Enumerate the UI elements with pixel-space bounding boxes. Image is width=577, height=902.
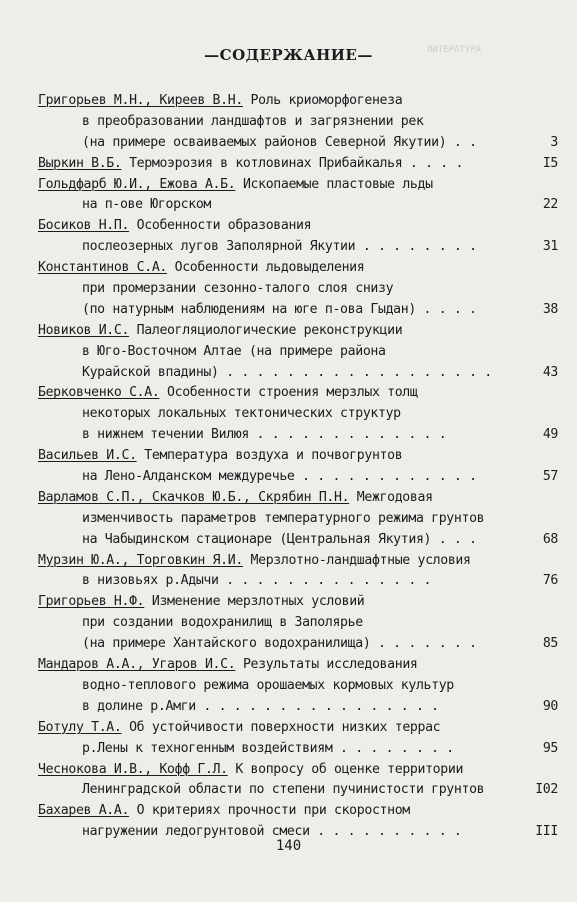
toc-entry bbox=[38, 446, 558, 488]
entry-authors: Чеснокова И.В., Кофф Г.Л. bbox=[38, 761, 228, 777]
entry-page-number: 85 bbox=[542, 636, 558, 652]
toc-line bbox=[38, 676, 558, 697]
entry-page-number: I5 bbox=[542, 155, 558, 171]
entry-page-number: 57 bbox=[542, 469, 558, 485]
toc-entry bbox=[38, 383, 558, 446]
bleed-through-text: ЛИТЕРАТУРА bbox=[427, 45, 482, 55]
toc-line bbox=[38, 739, 558, 760]
entry-title-line: Роль криоморфогенеза bbox=[250, 93, 403, 108]
entry-title-line: К вопросу об оценке территории bbox=[235, 761, 464, 777]
entry-page-number: 68 bbox=[542, 531, 558, 547]
entry-title-line: Изменение мерзлотных условий bbox=[151, 594, 365, 610]
toc-line bbox=[38, 112, 558, 133]
entry-title-line: на Чабыдинском стационаре (Центральная Якутия) . . . bbox=[82, 531, 477, 547]
toc-line bbox=[38, 279, 558, 300]
toc-line bbox=[38, 342, 558, 363]
toc-line bbox=[38, 91, 558, 112]
entry-authors: Ботулу Т.А. bbox=[38, 719, 122, 735]
entry-authors: Бахарев А.А. bbox=[38, 803, 130, 819]
entry-title-line: водно-теплового режима орошаемых кормовых культур bbox=[82, 677, 454, 693]
entry-page-number: 95 bbox=[542, 740, 558, 756]
entry-title-line: некоторых локальных тектонических структур bbox=[82, 406, 401, 422]
entry-title-line: при промерзании сезонно-талого слоя снизу bbox=[82, 281, 394, 297]
entry-title-line: послеозерных лугов Заполярной Якутии . . . . . . . . bbox=[82, 239, 477, 255]
entry-authors: Гольдфарб Ю.И., Ежова А.Б. bbox=[38, 176, 236, 192]
entry-title-line: Об устойчивости поверхности низких террас bbox=[129, 719, 441, 735]
toc-entry bbox=[38, 488, 558, 551]
entry-authors: Мурзин Ю.А., Торговкин Я.И. bbox=[38, 552, 243, 568]
entry-title-line: в Юго-Восточном Алтае (на примере района bbox=[82, 343, 386, 359]
entry-title-line: Палеогляциологические реконструкции bbox=[136, 322, 403, 338]
toc-line bbox=[38, 195, 558, 216]
toc-line bbox=[38, 592, 558, 613]
toc-line bbox=[38, 780, 558, 801]
toc-entry bbox=[38, 551, 558, 593]
entry-title-line: в низовьях р.Адычи . . . . . . . . . . . . . . bbox=[82, 573, 432, 589]
entry-title-line: Особенности строения мерзлых толщ bbox=[167, 385, 418, 401]
page-number: 140 bbox=[275, 838, 302, 854]
entry-title-line: изменчивость параметров температурного режима грунтов bbox=[82, 510, 485, 526]
toc-line bbox=[38, 801, 558, 822]
entry-authors: Выркин В.Б. bbox=[38, 155, 122, 171]
toc-entry bbox=[38, 258, 558, 321]
page-title: —СОДЕРЖАНИЕ— bbox=[204, 46, 373, 64]
toc-line bbox=[38, 425, 558, 446]
entry-title-line: в долине р.Амги . . . . . . . . . . . . . . . . bbox=[82, 698, 439, 714]
entry-title-line: при создании водохранилищ в Заполярье bbox=[82, 615, 363, 631]
entry-page-number: 90 bbox=[542, 698, 558, 714]
toc-line bbox=[38, 258, 558, 279]
toc-entry bbox=[38, 154, 558, 175]
toc-entry bbox=[38, 91, 558, 154]
toc-entry bbox=[38, 760, 558, 802]
toc-entry bbox=[38, 216, 558, 258]
entry-title-line: Межгодовая bbox=[356, 489, 433, 505]
entry-authors: Константинов С.А. bbox=[38, 260, 168, 276]
entry-authors: Варламов С.П., Скачков Ю.Б., Скрябин П.Н. bbox=[38, 489, 350, 505]
toc-entry bbox=[38, 718, 558, 760]
table-of-contents bbox=[38, 91, 558, 843]
entry-page-number: 49 bbox=[542, 427, 558, 443]
entry-title-line: (по натурным наблюдениям на юге п-ова Гыдан) . . . . bbox=[82, 301, 477, 317]
entry-title-line: Особенности образования bbox=[136, 218, 312, 234]
toc-entry bbox=[38, 592, 558, 655]
toc-line bbox=[38, 446, 558, 467]
entry-title-line: Термоэрозия в котловинах Прибайкалья . . . . bbox=[129, 155, 464, 171]
toc-entry bbox=[38, 321, 558, 384]
entry-authors: Мандаров А.А., Угаров И.С. bbox=[38, 657, 236, 673]
entry-title-line: Результаты исследования bbox=[242, 657, 418, 673]
toc-line bbox=[38, 634, 558, 655]
toc-line bbox=[38, 300, 558, 321]
toc-line bbox=[38, 237, 558, 258]
entry-authors: Григорьев М.Н., Киреев В.Н. bbox=[38, 93, 243, 108]
toc-line bbox=[38, 509, 558, 530]
toc-entry bbox=[38, 655, 558, 718]
toc-line bbox=[38, 154, 558, 175]
entry-title-line: О критериях прочности при скоростном bbox=[136, 803, 410, 819]
entry-title-line: на Лено-Алданском междуречье . . . . . . . . . . . . bbox=[82, 469, 477, 485]
entry-title-line: р.Лены к техногенным воздействиям . . . . . . . . bbox=[82, 740, 454, 756]
toc-line bbox=[38, 363, 558, 384]
entry-authors: Новиков И.С. bbox=[38, 322, 130, 338]
entry-page-number: III bbox=[535, 824, 558, 840]
toc-line bbox=[38, 175, 558, 196]
toc-line bbox=[38, 321, 558, 342]
toc-entry bbox=[38, 175, 558, 217]
entry-title-line: (на примере осваиваемых районов Северной Якутии) . . bbox=[82, 134, 477, 150]
entry-authors: Васильев И.С. bbox=[38, 448, 137, 464]
entry-title-line: Мерзлотно-ландшафтные условия bbox=[250, 552, 471, 568]
entry-authors: Берковченко С.А. bbox=[38, 385, 160, 401]
entry-page-number: 3 bbox=[550, 134, 558, 150]
toc-line bbox=[38, 613, 558, 634]
entry-title-line: Ленинградской области по степени пучинистости грунтов bbox=[82, 782, 485, 798]
entry-title-line: на п-ове Югорском bbox=[82, 197, 212, 213]
toc-line bbox=[38, 655, 558, 676]
toc-line bbox=[38, 571, 558, 592]
toc-line bbox=[38, 760, 558, 781]
entry-title-line: Температура воздуха и почвогрунтов bbox=[144, 448, 403, 464]
entry-title-line: Курайской впадины) . . . . . . . . . . . . . . . . . . bbox=[82, 364, 492, 380]
toc-line bbox=[38, 216, 558, 237]
toc-line bbox=[38, 697, 558, 718]
entry-title-line: Особенности льдовыделения bbox=[174, 260, 365, 276]
entry-page-number: I02 bbox=[535, 782, 558, 798]
toc-line bbox=[38, 383, 558, 404]
entry-page-number: 31 bbox=[542, 239, 558, 255]
toc-line bbox=[38, 530, 558, 551]
toc-line bbox=[38, 133, 558, 154]
entry-page-number: 43 bbox=[542, 364, 558, 380]
toc-line bbox=[38, 551, 558, 572]
entry-page-number: 22 bbox=[542, 197, 558, 213]
entry-title-line: в преобразовании ландшафтов и загрязнении рек bbox=[82, 113, 424, 129]
toc-line bbox=[38, 467, 558, 488]
toc-entry bbox=[38, 801, 558, 843]
entry-title-line: Ископаемые пластовые льды bbox=[242, 176, 433, 192]
entry-page-number: 76 bbox=[542, 573, 558, 589]
entry-authors: Босиков Н.П. bbox=[38, 218, 130, 234]
entry-authors: Григорьев Н.Ф. bbox=[38, 594, 145, 610]
toc-line bbox=[38, 718, 558, 739]
toc-line bbox=[38, 488, 558, 509]
entry-title-line: в нижнем течении Вилюя . . . . . . . . . . . . . bbox=[82, 427, 447, 443]
entry-page-number: 38 bbox=[542, 301, 558, 317]
entry-title-line: нагружении ледогрунтовой смеси . . . . . . . . . . bbox=[82, 824, 462, 840]
entry-title-line: (на примере Хантайского водохранилища) . . . . . . . bbox=[82, 636, 477, 652]
toc-line bbox=[38, 404, 558, 425]
